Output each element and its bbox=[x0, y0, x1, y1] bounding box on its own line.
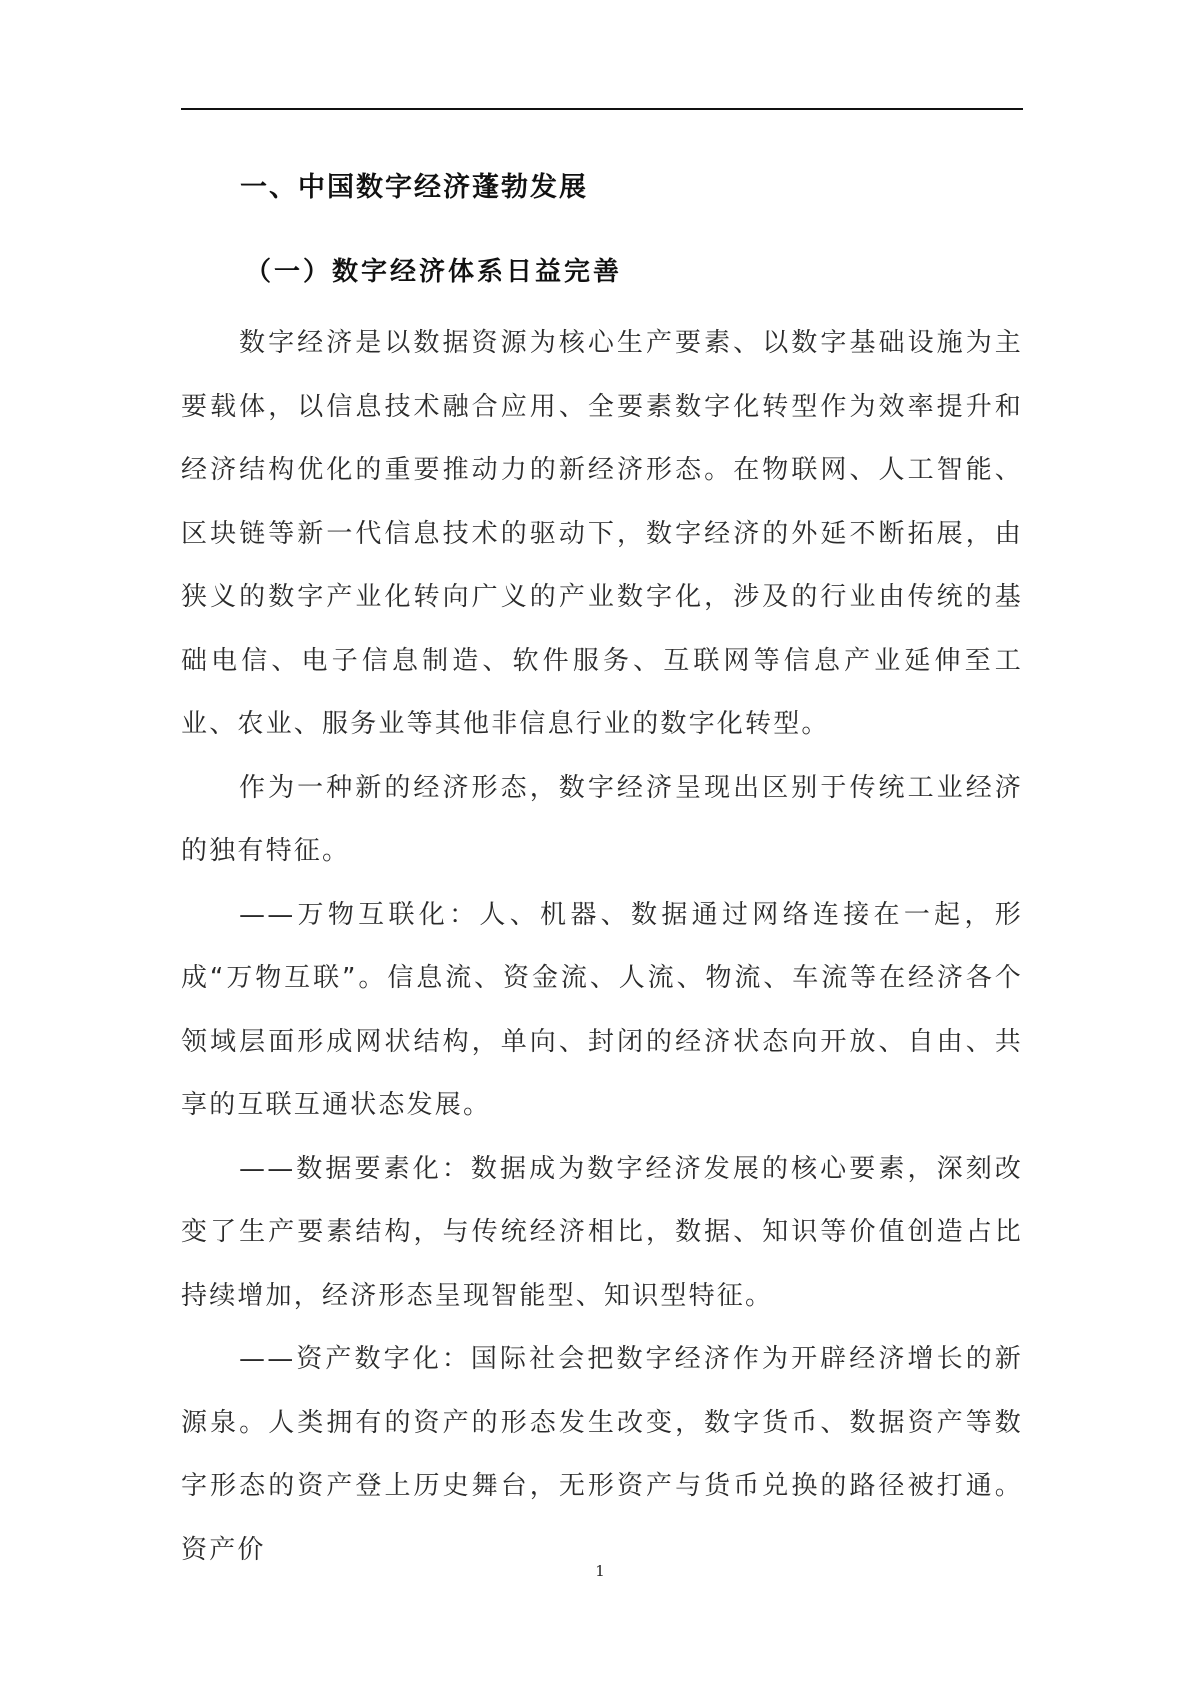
subsection-heading: （一）数字经济体系日益完善 bbox=[245, 257, 623, 287]
section-heading: 一、中国数字经济蓬勃发展 bbox=[240, 172, 588, 203]
paragraph-asset-digitization: ——资产数字化：国际社会把数字经济作为开辟经济增长的新源泉。人类拥有的资产的形态发生改变，数字货币、数据资产等数字形态的资产登上历史舞台，无形资产与货币兑换的路径被打通。资产价 bbox=[181, 1344, 1023, 1565]
paragraph-definition: 数字经济是以数据资源为核心生产要素、以数字基础设施为主要载体，以信息技术融合应用、全要素数字化转型作为效率提升和经济结构优化的重要推动力的新经济形态。在物联网、人工智能、区块链等新一代信息技术的驱动下，数字经济的外延不断拓展，由狭义的数字产业化转向广义的产业数字化，涉及的行业由传统的基础电信、电子信息制造、软件服务、互联网等信息产业延伸至工业、农业、服务业等其他非信息行业的数字化转型。 bbox=[181, 328, 1023, 739]
paragraph-features-intro: 作为一种新的经济形态，数字经济呈现出区别于传统工业经济的独有特征。 bbox=[181, 772, 1023, 866]
header-rule bbox=[181, 108, 1023, 110]
page-number: 1 bbox=[595, 1562, 605, 1580]
paragraph-data-factor: ——数据要素化：数据成为数字经济发展的核心要素，深刻改变了生产要素结构，与传统经济相比，数据、知识等价值创造占比持续增加，经济形态呈现智能型、知识型特征。 bbox=[181, 1153, 1023, 1311]
paragraph-interconnection: ——万物互联化：人、机器、数据通过网络连接在一起，形成“万物互联”。信息流、资金流、人流、物流、车流等在经济各个领域层面形成网状结构，单向、封闭的经济状态向开放、自由、共享的互联互通状态发展。 bbox=[181, 899, 1023, 1120]
body-content bbox=[181, 312, 1023, 1582]
